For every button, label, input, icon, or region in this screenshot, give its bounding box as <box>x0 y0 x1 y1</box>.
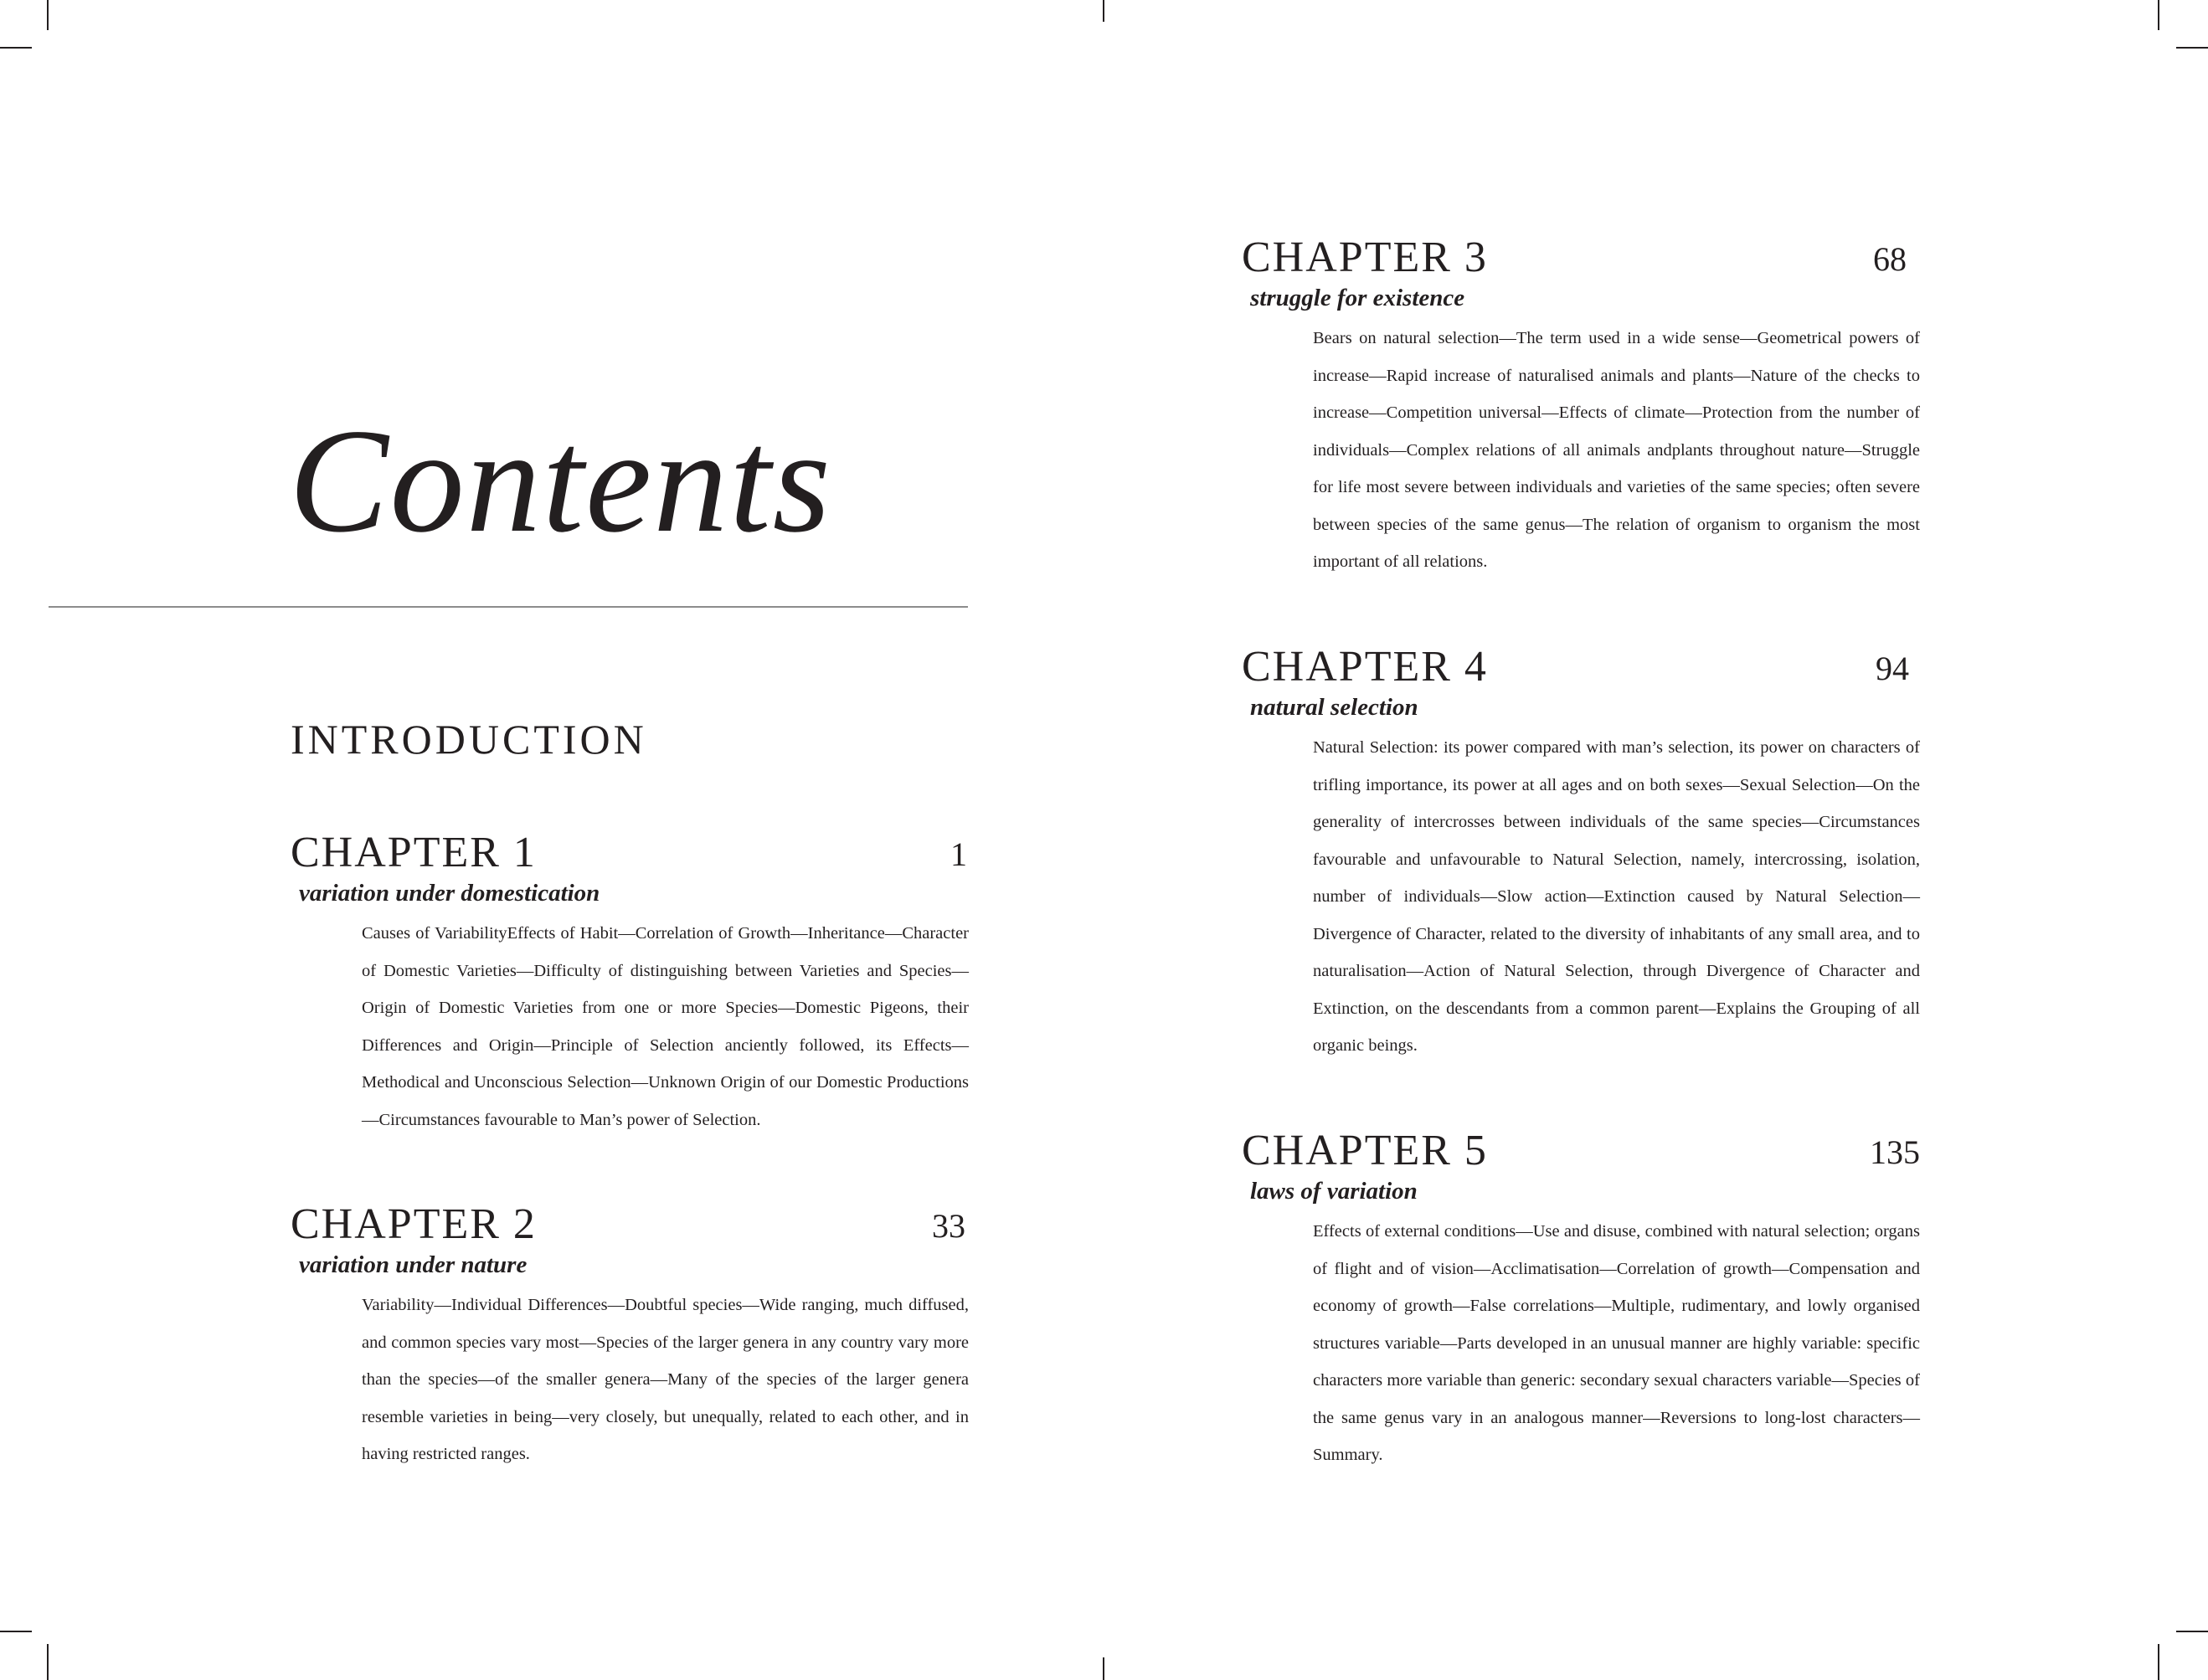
chapter-subtitle: variation under nature <box>299 1251 528 1278</box>
chapter-page-number: 68 <box>1873 240 1907 278</box>
chapter-entry-4 <box>1242 645 1920 1065</box>
crop-mark <box>47 0 49 30</box>
introduction-heading: INTRODUCTION <box>291 716 647 763</box>
crop-mark <box>1103 0 1104 22</box>
crop-mark <box>2158 0 2159 30</box>
chapter-heading-row <box>291 1200 969 1253</box>
chapter-summary: Causes of VariabilityEffects of Habit—Correlation of Growth—Inheritance—Character of Domestic Varieties—Difficulty of distinguishing between Varieties and Species—Origin of Domestic Varieties from one or more Species—Domestic Pigeons, their Differences and Origin—Principle of Selection anciently followed, its Effects—Methodical and Unconscious Selection—Unknown Origin of our Domestic Productions—Circumstances favourable to Man’s power of Selection. <box>362 924 969 1129</box>
chapter-subtitle: laws of variation <box>1250 1178 1418 1205</box>
chapter-label: CHAPTER 4 <box>1242 643 1488 691</box>
crop-mark <box>2176 1631 2208 1632</box>
chapter-summary: Effects of external conditions—Use and disuse, combined with natural selection; organs of flight and of vision—Acclimatisation—Correlation of growth—Compensation and economy of growth—False correlations—Multiple, rudimentary, and lowly organised structures variable—Parts developed in an unusual manner are highly variable: specific characters more variable than generic: secondary sexual characters variable—Species of the same genus vary in an analogous manner—Reversions to long-lost characters—Summary. <box>1313 1222 1920 1464</box>
chapter-summary: Bears on natural selection—The term used in a wide sense—Geometrical powers of increase—Rapid increase of naturalised animals and plants—Nature of the checks to increase—Competition universal—Effects of climate—Protection from the number of individuals—Complex relations of all animals andplants throughout nature—Struggle for life most severe between individuals and varieties of the same species; often severe between species of the same genus—The relation of organism to organism the most important of all relations. <box>1313 329 1920 571</box>
crop-mark <box>1103 1657 1104 1680</box>
crop-mark <box>2158 1644 2159 1680</box>
chapter-label: CHAPTER 1 <box>291 829 537 876</box>
chapter-entry-2 <box>291 1200 969 1473</box>
chapter-page-number: 94 <box>1876 650 1909 687</box>
chapter-subtitle: variation under domestication <box>299 880 600 907</box>
crop-mark <box>0 47 32 49</box>
crop-mark <box>2176 47 2208 49</box>
title-divider <box>49 606 968 608</box>
crop-mark <box>47 1644 49 1680</box>
chapter-subtitle: natural selection <box>1250 694 1418 721</box>
crop-mark <box>0 1631 32 1632</box>
chapter-heading-row <box>291 831 969 881</box>
chapter-label: CHAPTER 3 <box>1242 234 1488 281</box>
chapter-entry-1 <box>291 831 969 1138</box>
chapter-page-number: 1 <box>950 835 967 873</box>
chapter-heading-row <box>1242 1129 1920 1179</box>
chapter-page-number: 135 <box>1870 1133 1920 1171</box>
chapter-entry-5 <box>1242 1129 1920 1474</box>
chapter-heading-row <box>1242 645 1920 696</box>
chapter-summary: Natural Selection: its power compared with man’s selection, its power on characters of trifling importance, its power at all ages and on both sexes—Sexual Selection—On the generality of intercrosses between individuals of the same species—Circumstances favourable and unfavourable to Natural Selection, namely, intercrossing, isolation, number of individuals—Slow action—Extinction caused by Natural Selection—Divergence of Character, related to the diversity of inhabitants of any small area, and to naturalisation—Action of Natural Selection, through Divergence of Character and Extinction, on the descendants from a common parent—Explains the Grouping of all organic beings. <box>1313 738 1920 1055</box>
chapter-heading-row <box>1242 236 1920 286</box>
chapter-label: CHAPTER 5 <box>1242 1127 1488 1174</box>
chapter-subtitle: struggle for existence <box>1250 285 1465 311</box>
chapter-entry-3 <box>1242 236 1920 581</box>
chapter-summary: Variability—Individual Differences—Doubtful species—Wide ranging, much diffused, and common species vary most—Species of the larger genera in any country vary more than the species—of the smaller genera—Many of the species of the larger genera resemble varieties in being—very closely, but unequally, related to each other, and in having restricted ranges. <box>362 1296 969 1463</box>
chapter-page-number: 33 <box>932 1207 965 1245</box>
chapter-label: CHAPTER 2 <box>291 1200 537 1248</box>
page-title: Contents <box>289 398 832 563</box>
